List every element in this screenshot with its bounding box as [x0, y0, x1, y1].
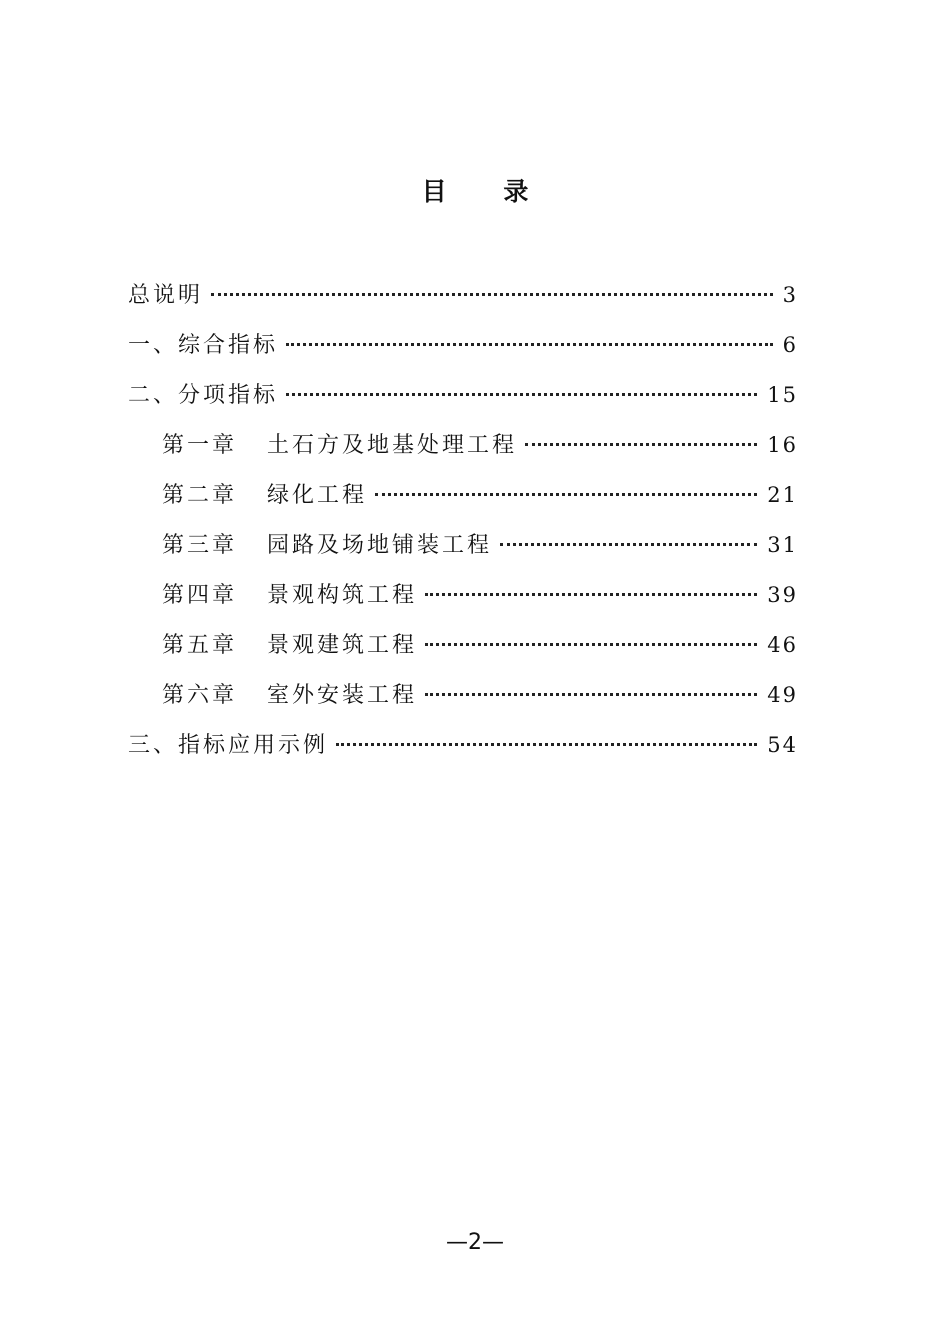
toc-entry-page: 21 — [767, 483, 798, 507]
toc-entry-page: 3 — [782, 283, 798, 307]
toc-entry-chapter: 第五章 — [162, 633, 238, 658]
page-number: —2— — [446, 1230, 504, 1255]
toc-entry-page: 31 — [767, 533, 798, 557]
toc-entry-page: 15 — [767, 383, 798, 407]
page-title: 目 录 — [421, 177, 553, 206]
toc-entry-label: 土石方及地基处理工程 — [267, 433, 518, 458]
toc-entry-chapter-1[interactable] — [128, 420, 798, 470]
toc-entry-chapter-3[interactable] — [128, 520, 798, 570]
toc-entry-page: 39 — [767, 583, 798, 607]
dot-leader — [425, 643, 757, 646]
toc-entry-label: 景观建筑工程 — [267, 633, 418, 658]
toc-entry-label: 景观构筑工程 — [267, 583, 418, 608]
toc-entry-label: 二、分项指标 — [128, 383, 279, 408]
toc-entry-page: 49 — [767, 683, 798, 707]
dot-leader — [500, 543, 757, 546]
toc-entry-application-examples[interactable] — [128, 720, 798, 770]
toc-entry-page: 54 — [767, 733, 798, 757]
dot-leader — [375, 493, 757, 496]
toc-entry-chapter: 第二章 — [162, 483, 238, 508]
toc-entry-itemized-indicators[interactable] — [128, 370, 798, 420]
toc-entry-comprehensive-indicators[interactable] — [128, 320, 798, 370]
dot-leader — [286, 393, 757, 396]
toc-entry-label: 总说明 — [128, 283, 204, 308]
toc-entry-chapter-5[interactable] — [128, 620, 798, 670]
toc-entry-page: 46 — [767, 633, 798, 657]
toc-entry-page: 16 — [767, 433, 798, 457]
toc-entry-label: 园路及场地铺装工程 — [267, 533, 493, 558]
toc-entry-chapter-6[interactable] — [128, 670, 798, 720]
toc-entry-chapter: 第六章 — [162, 683, 238, 708]
dot-leader — [211, 293, 773, 296]
dot-leader — [425, 693, 757, 696]
dot-leader — [286, 343, 773, 346]
toc-entry-label: 室外安装工程 — [267, 683, 418, 708]
table-of-contents — [128, 270, 798, 770]
toc-entry-chapter: 第四章 — [162, 583, 238, 608]
toc-entry-chapter: 第一章 — [162, 433, 238, 458]
toc-entry-chapter-4[interactable] — [128, 570, 798, 620]
toc-entry-label: 三、指标应用示例 — [128, 733, 329, 758]
toc-entry-general-notes[interactable] — [128, 270, 798, 320]
toc-entry-label: 一、综合指标 — [128, 333, 279, 358]
dot-leader — [525, 443, 757, 446]
toc-entry-chapter-2[interactable] — [128, 470, 798, 520]
dot-leader — [336, 743, 757, 746]
toc-entry-label: 绿化工程 — [267, 483, 368, 508]
toc-entry-page: 6 — [782, 333, 798, 357]
dot-leader — [425, 593, 757, 596]
toc-entry-chapter: 第三章 — [162, 533, 238, 558]
